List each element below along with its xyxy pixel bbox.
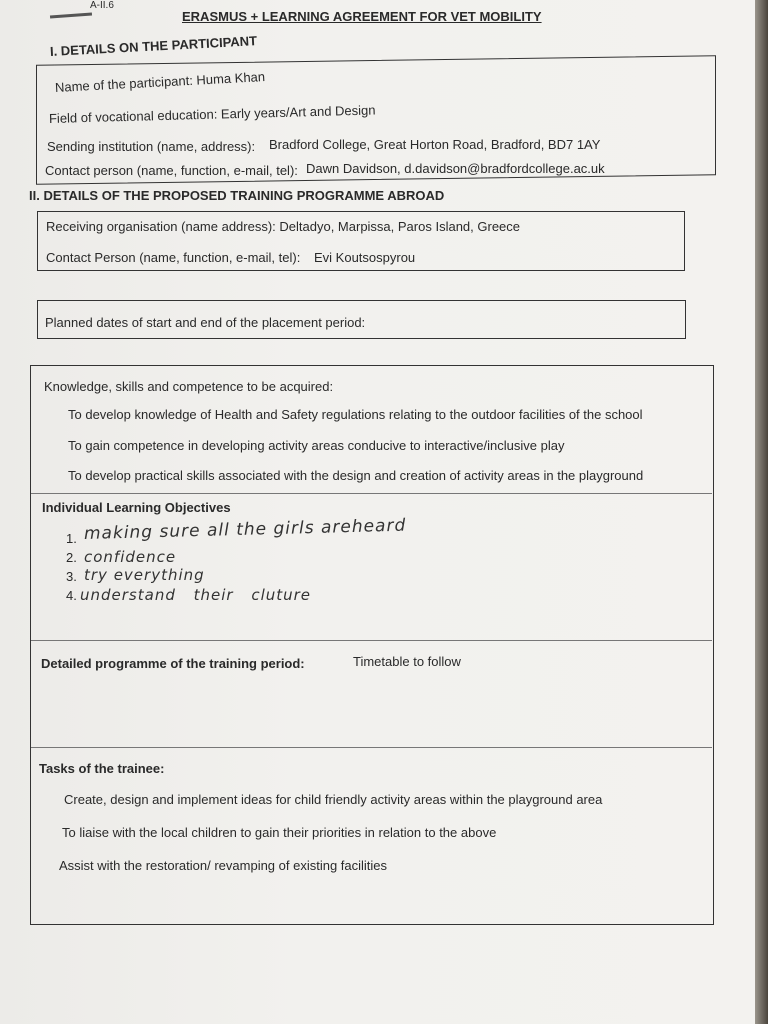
objective-number: 1. bbox=[66, 531, 77, 546]
knowledge-heading: Knowledge, skills and competence to be acquired: bbox=[44, 379, 334, 394]
programme-value: Timetable to follow bbox=[353, 654, 461, 669]
task-item: Assist with the restoration/ revamping of existing facilities bbox=[59, 858, 388, 873]
contact-person-value: Dawn Davidson, d.davidson@bradfordcollege.ac.uk bbox=[306, 161, 605, 176]
planned-dates-label: Planned dates of start and end of the placement period: bbox=[45, 315, 366, 330]
objective-text: try everything bbox=[84, 566, 205, 584]
programme-label: Detailed programme of the training period: bbox=[41, 656, 305, 671]
receiving-organisation: Receiving organisation (name address): Deltadyo, Marpissa, Paros Island, Greece bbox=[46, 219, 521, 234]
objective-text: making sure all the girls areheard bbox=[83, 515, 407, 544]
field-of-education: Field of vocational education: Early years/Art and Design bbox=[48, 102, 376, 126]
objective-number: 4. bbox=[66, 588, 77, 603]
objective-number: 3. bbox=[66, 569, 77, 584]
task-item: To liaise with the local children to gain their priorities in relation to the above bbox=[62, 825, 497, 840]
pen-mark bbox=[50, 13, 92, 19]
document-title: ERASMUS + LEARNING AGREEMENT FOR VET MOBILITY bbox=[182, 9, 542, 24]
objective-number: 2. bbox=[66, 550, 77, 565]
knowledge-item: To develop knowledge of Health and Safety regulations relating to the outdoor facilities of the school bbox=[68, 407, 643, 422]
objective-text: confidence bbox=[84, 548, 177, 566]
form-code: A-II.6 bbox=[90, 0, 114, 11]
participant-name: Name of the participant: Huma Khan bbox=[54, 69, 266, 95]
objective-text: understand their cluture bbox=[80, 586, 312, 604]
sending-institution-label: Sending institution (name, address): bbox=[47, 139, 256, 154]
section2-heading: II. DETAILS OF THE PROPOSED TRAINING PROGRAMME ABROAD bbox=[29, 188, 445, 203]
knowledge-item: To develop practical skills associated with the design and creation of activity areas in the playground bbox=[68, 468, 644, 483]
contact-person-label: Contact person (name, function, e-mail, tel): bbox=[45, 163, 298, 178]
tasks-heading: Tasks of the trainee: bbox=[39, 761, 165, 776]
table-edge bbox=[755, 0, 768, 1024]
divider bbox=[31, 493, 712, 494]
divider bbox=[31, 640, 712, 641]
section1-heading: I. DETAILS ON THE PARTICIPANT bbox=[49, 33, 258, 59]
receiving-contact-value: Evi Koutsospyrou bbox=[314, 250, 416, 265]
sending-institution-value: Bradford College, Great Horton Road, Bradford, BD7 1AY bbox=[269, 137, 601, 152]
objectives-heading: Individual Learning Objectives bbox=[42, 500, 231, 515]
divider bbox=[31, 747, 712, 748]
knowledge-item: To gain competence in developing activity areas conducive to interactive/inclusive play bbox=[68, 438, 565, 453]
task-item: Create, design and implement ideas for child friendly activity areas within the playground area bbox=[64, 792, 603, 807]
receiving-contact-label: Contact Person (name, function, e-mail, tel): bbox=[46, 250, 301, 265]
